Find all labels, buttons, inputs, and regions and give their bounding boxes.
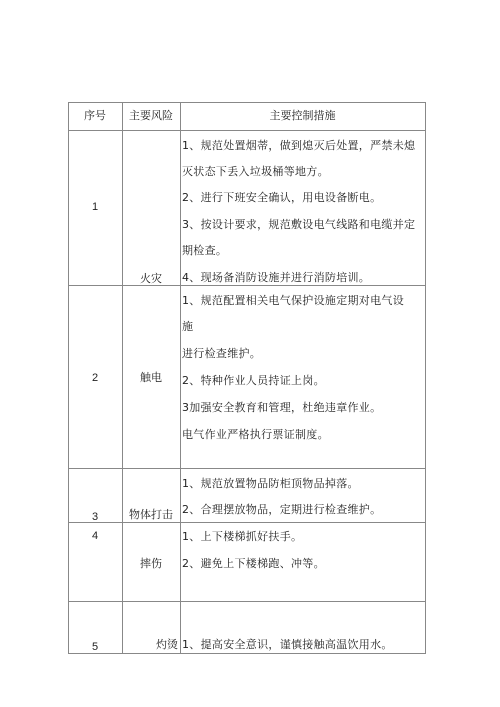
row-3-measure-1: 1、规范放置物品防柜顶物品掉落。 <box>182 477 359 490</box>
row-4-measure-1: 1、上下楼梯抓好扶手。 <box>182 530 303 543</box>
row-1-no: 1 <box>91 201 99 213</box>
row-1-risk: 火灾 <box>140 272 162 285</box>
row-5-risk: 灼烫 <box>156 638 178 651</box>
row-3-risk: 物体打击 <box>129 508 173 521</box>
row-2-measure-2: 施 <box>182 320 194 333</box>
header-no: 序号 <box>84 109 106 122</box>
column-divider-2 <box>180 102 181 654</box>
row-1-measure-5: 期检查。 <box>182 244 228 257</box>
row-4-risk: 摔伤 <box>140 557 162 570</box>
row-2-no: 2 <box>91 372 99 384</box>
row-1-measure-2: 灭状态下丢入垃圾桶等地方。 <box>182 165 329 178</box>
row-3-measure-2: 2、合理摆放物品，定期进行检查维护。 <box>182 503 382 516</box>
table-border-top <box>68 102 426 103</box>
row-2-risk: 触电 <box>140 371 162 384</box>
row-5-no: 5 <box>91 641 99 653</box>
row-2-measure-5: 3加强安全教育和管理，杜绝违章作业。 <box>182 401 382 414</box>
header-divider <box>68 130 426 131</box>
header-risk: 主要风险 <box>129 109 173 122</box>
row-2-measure-1: 1、规范配置相关电气保护设施定期对电气设 <box>182 294 404 307</box>
row-1-measure-3: 2、进行下班安全确认，用电设备断电。 <box>182 191 382 204</box>
row-1-measure-1: 1、规范处置烟蒂，做到熄灭后处置，严禁未熄 <box>182 139 416 152</box>
row-3-no: 3 <box>91 511 99 523</box>
row-4-measure-2: 2、避免上下楼梯跑、冲等。 <box>182 557 325 570</box>
row-4-no: 4 <box>91 530 99 542</box>
row-divider-2 <box>68 468 426 469</box>
row-1-measure-4: 3、按设计要求，规范敷设电气线路和电缆并定 <box>182 218 416 231</box>
table-border-right <box>425 102 426 654</box>
row-2-measure-4: 2、特种作业人员持证上岗。 <box>182 374 325 387</box>
risk-control-table <box>68 102 426 654</box>
row-2-measure-3: 进行检查维护。 <box>182 347 262 360</box>
header-measures: 主要控制措施 <box>269 109 336 122</box>
row-2-measure-6: 电气作业严格执行票证制度。 <box>182 428 329 441</box>
row-5-measure-1: 1、提高安全意识，谨慎接触高温饮用水。 <box>182 638 393 651</box>
row-1-measure-6: 4、现场备消防设施并进行消防培训。 <box>182 271 371 284</box>
row-divider-4 <box>68 601 426 602</box>
